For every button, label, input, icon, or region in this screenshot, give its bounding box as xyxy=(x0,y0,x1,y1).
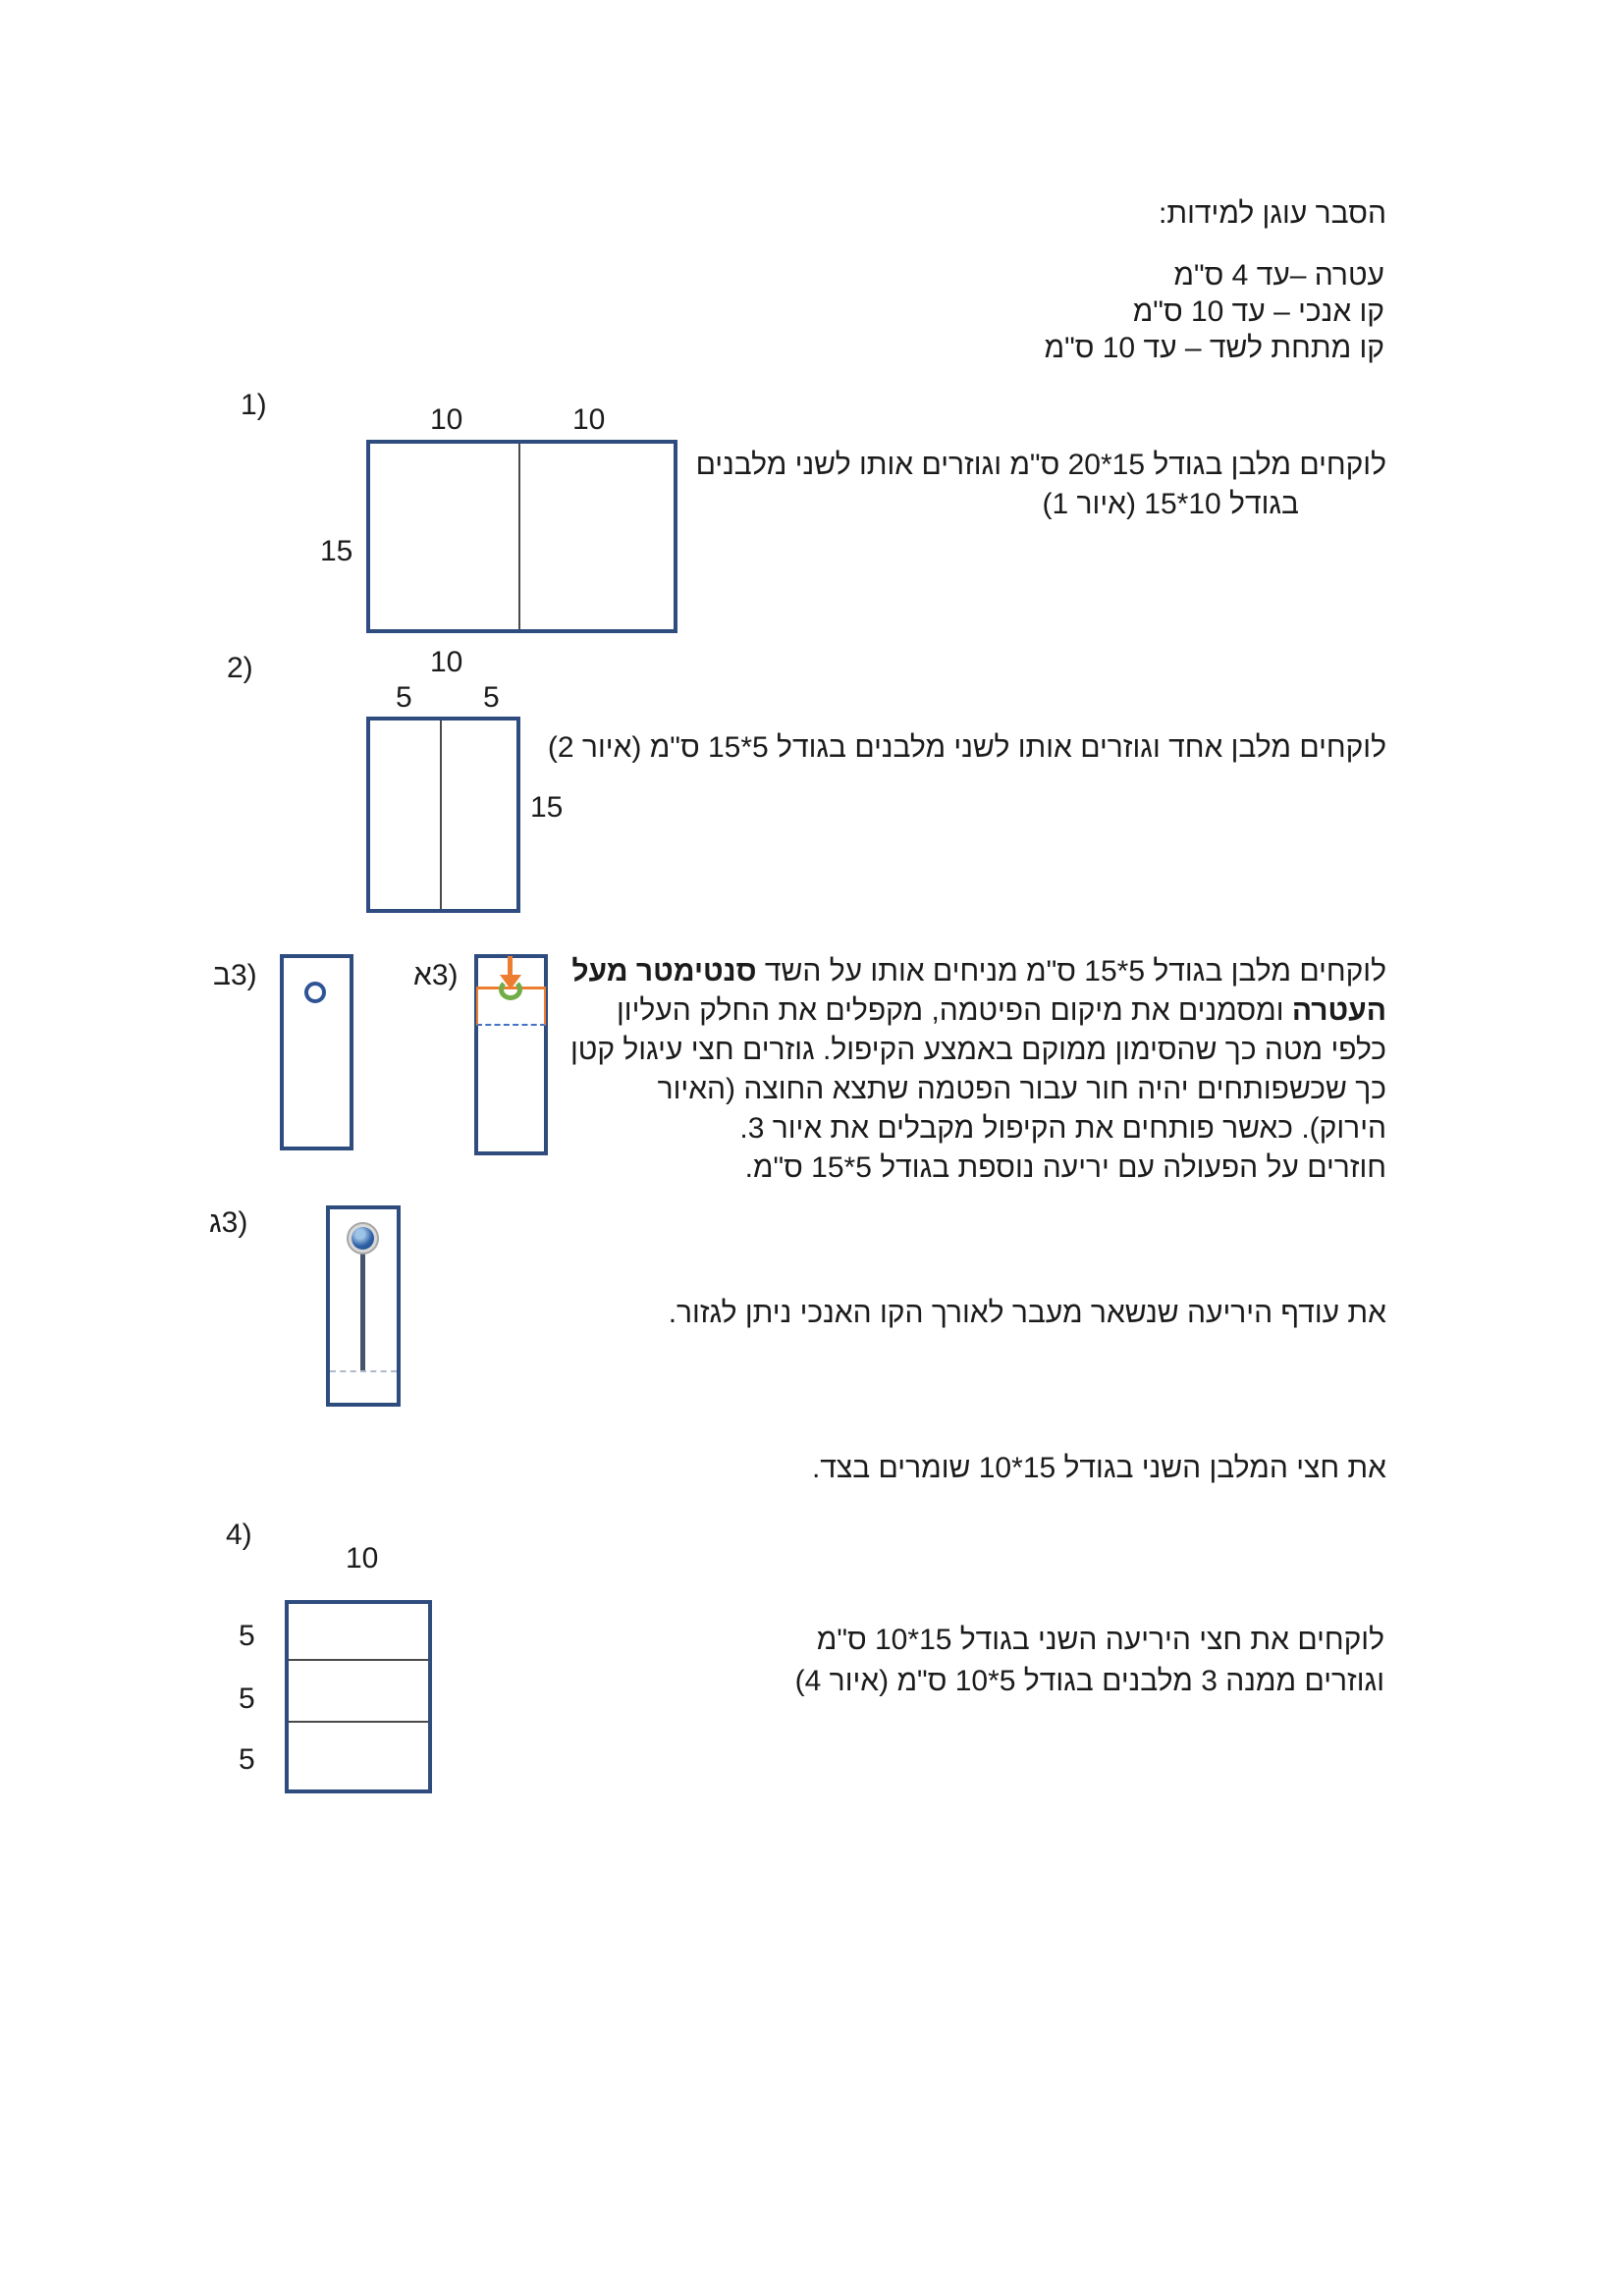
page-title: הסבר עוגן למידות: xyxy=(1159,197,1386,230)
instruction-2: לוקחים מלבן אחד וגוזרים אותו לשני מלבנים בגודל 5*15 ס"מ (איור 2) xyxy=(547,731,1386,764)
figure-1-cut-line xyxy=(518,444,520,629)
instruction-1-line1: לוקחים מלבן בגודל 15*20 ס"מ וגוזרים אותו לשני מלבנים xyxy=(695,449,1386,481)
nipple-hole-icon xyxy=(304,982,326,1003)
figure-4-dim-top: 10 xyxy=(346,1542,379,1575)
figure-4-dim-row1: 5 xyxy=(239,1620,255,1652)
measure-line-underbust: קו מתחת לשד – עד 10 ס"מ xyxy=(1044,332,1384,364)
figure-3a-label: א3) xyxy=(413,959,459,991)
figure-4-cut-line-1 xyxy=(289,1659,428,1661)
instruction-4 xyxy=(795,1620,1384,1702)
figure-3c-dashed-line xyxy=(330,1370,397,1372)
instruction-3-line4: כך שכשפותחים יהיה חור עבור הפטמה שתצא החוצה (האיור xyxy=(657,1073,1386,1105)
figure-4-dim-row2: 5 xyxy=(239,1682,255,1715)
instruction-3 xyxy=(570,952,1386,1188)
keep-aside-note: את חצי המלבן השני בגודל 15*10 שומרים בצד. xyxy=(811,1452,1386,1484)
figure-2-rectangle xyxy=(366,717,520,913)
measure-line-atara: עטרה –עד 4 ס"מ xyxy=(1173,259,1384,292)
half-circle-cut-icon xyxy=(499,979,522,1000)
figure-3b-label: ב3) xyxy=(213,959,257,991)
instruction-3-line1-normal: לוקחים מלבן בגודל 5*15 ס"מ מניחים אותו על השד xyxy=(756,955,1386,988)
instruction-3-line1-bold: סנטימטר מעל xyxy=(571,955,757,988)
instruction-4-line1: לוקחים את חצי היריעה השני בגודל 15*10 ס"מ xyxy=(816,1624,1384,1656)
figure-1-dim-top-left: 10 xyxy=(430,403,463,436)
figure-4-cut-line-2 xyxy=(289,1721,428,1723)
cut-excess-note: את עודף היריעה שנשאר מעבר לאורך הקו האנכי ניתן לגזור. xyxy=(668,1297,1386,1329)
figure-2-dim-top: 10 xyxy=(430,646,463,678)
figure-1-dim-side: 15 xyxy=(320,535,353,567)
figure-3c-label: ג3) xyxy=(209,1206,248,1239)
figure-2-dim-half-left: 5 xyxy=(396,681,412,714)
figure-4-dim-row3: 5 xyxy=(239,1743,255,1776)
instruction-3-line2-bold: העטרה xyxy=(1291,994,1386,1027)
vertical-line-marker xyxy=(360,1253,365,1371)
instruction-3-line6: חוזרים על הפעולה עם יריעה נוספת בגודל 5*15 ס"מ. xyxy=(744,1151,1386,1184)
figure-1-dim-top-right: 10 xyxy=(572,403,606,436)
figure-4-label: 4) xyxy=(226,1519,252,1551)
measurement-list xyxy=(1044,257,1384,366)
figure-1-rectangle xyxy=(366,440,677,633)
figure-2-dim-half-right: 5 xyxy=(483,681,500,714)
instruction-3-line5: הירוק). כאשר פותחים את הקיפול מקבלים את איור 3. xyxy=(739,1112,1386,1145)
instruction-1-line2: בגודל 10*15 (איור 1) xyxy=(1042,488,1299,520)
instruction-3-line2 xyxy=(570,991,1386,1031)
instruction-3-line3: כלפי מטה כך שהסימון ממוקם באמצע הקיפול. גוזרים חצי עיגול קטן xyxy=(569,1034,1386,1066)
figure-1-label: 1) xyxy=(241,389,267,421)
measure-line-vertical: קו אנכי – עד 10 ס"מ xyxy=(1132,295,1384,328)
instruction-3-line2-normal: ומסמנים את מיקום הפיטמה, מקפלים את החלק העליון xyxy=(617,994,1292,1027)
instruction-3-line1 xyxy=(570,952,1386,991)
grommet-bead-icon xyxy=(352,1227,374,1250)
figure-2-dim-side: 15 xyxy=(530,791,564,824)
instruction-4-line2: וגוזרים ממנה 3 מלבנים בגודל 5*10 ס"מ (איור 4) xyxy=(794,1665,1384,1697)
down-arrow-icon xyxy=(508,956,513,977)
figure-4-rectangle xyxy=(285,1600,432,1793)
figure-2-cut-line xyxy=(440,721,442,909)
figure-2-label: 2) xyxy=(227,652,253,684)
